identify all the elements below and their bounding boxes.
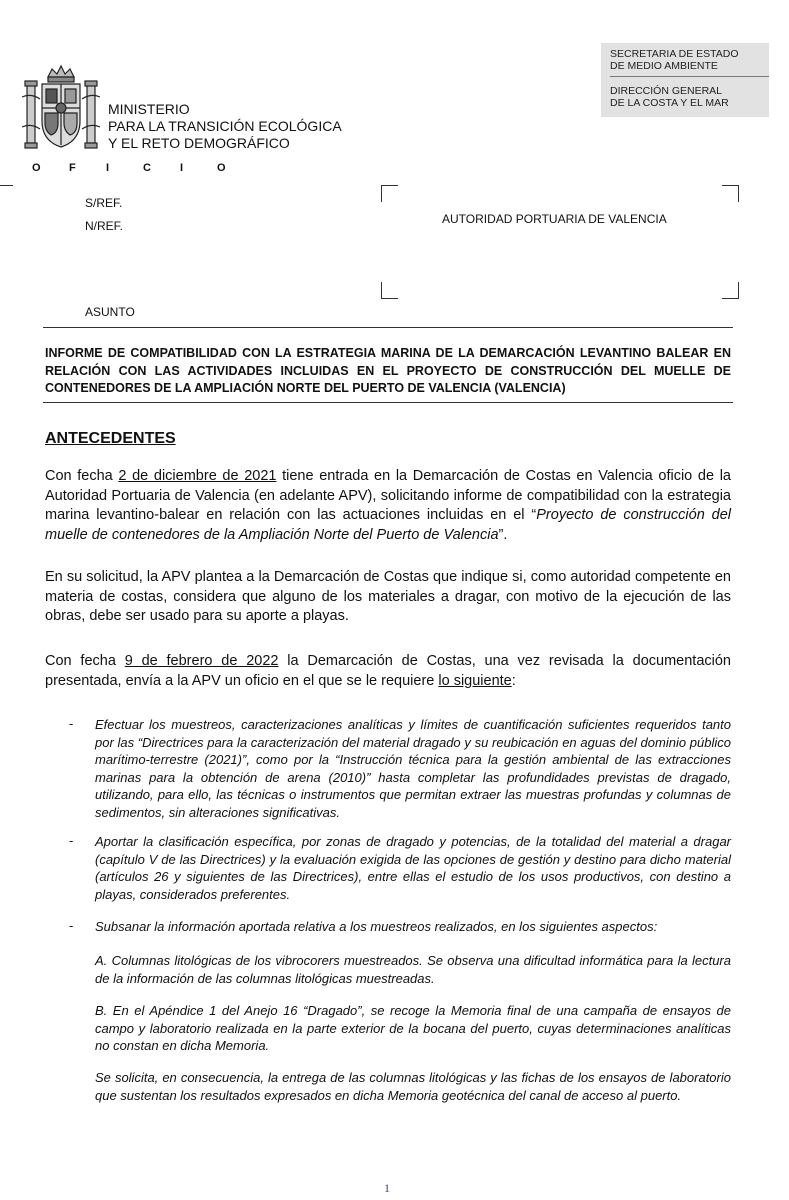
ministry-name: [108, 101, 342, 152]
ministry-line: PARA LA TRANSICIÓN ECOLÓGICA: [108, 118, 342, 134]
paragraph-1: [45, 467, 731, 545]
oficio-letter: C: [143, 162, 151, 174]
department-line: DE MEDIO AMBIENTE: [610, 60, 718, 72]
subject-label: ASUNTO: [85, 305, 135, 319]
bullet-dash: -: [69, 918, 74, 933]
oficio-letter: O: [217, 162, 226, 174]
subject-text: INFORME DE COMPATIBILIDAD CON LA ESTRATEGIA MARINA DE LA DEMARCACIÓN LEVANTINO BALEAR EN RELACIÓN CON LAS ACTIVIDADES INCLUIDAS EN EL PROYECTO DE CONSTRUCCIÓN DEL MUELLE DE CONTENEDORES DE LA AMPLIACIÓN NORTE DEL PUERTO DE VALENCIA (VALENCIA): [45, 346, 731, 395]
text-run: ”.: [498, 526, 508, 543]
page-number: 1: [384, 1181, 390, 1195]
department-line: DE LA COSTA Y EL MAR: [610, 97, 729, 109]
list-item: Subsanar la información aportada relativa a los muestreos realizados, en los siguientes aspectos:: [95, 919, 658, 934]
ministry-line: MINISTERIO: [108, 101, 190, 117]
address-corner: [381, 185, 398, 202]
bullet-dash: -: [69, 833, 74, 848]
box-divider: [610, 76, 769, 77]
bullet-dash: -: [69, 716, 74, 731]
sub-item: Se solicita, en consecuencia, la entrega de las columnas litológicas y las fichas de los ensayos de laboratorio que sustentan los resultados expresados en dicha Memoria geotécnica del canal de acceso al puerto.: [95, 1070, 731, 1103]
address-corner: [722, 185, 739, 202]
sub-item: A. Columnas litológicas de los vibrocorers muestreados. Se observa una dificultad informática para la lectura de la información de las columnas litológicas muestreadas.: [95, 953, 731, 986]
oficio-label: [32, 162, 254, 174]
paragraph-2: En su solicitud, la APV plantea a la Demarcación de Costas que indique si, como autoridad competente en materia de costas, considera que alguno de los materiales a dragar, con motivo de la ejecución de las obras, debe ser usado para su aporte a playas.: [45, 569, 731, 624]
text-run: Con fecha: [45, 468, 119, 484]
oficio-letter: F: [69, 162, 76, 174]
text-run: Con fecha: [45, 653, 125, 669]
margin-mark: [0, 185, 13, 186]
paragraph-3: [45, 652, 731, 691]
recipient-address: AUTORIDAD PORTUARIA DE VALENCIA: [442, 212, 667, 226]
address-corner: [722, 282, 739, 299]
text-run: :: [511, 672, 516, 689]
subject-top-rule: [43, 327, 733, 328]
sender-reference: S/REF.: [85, 196, 123, 210]
date-underlined: 9 de febrero de 2022: [124, 653, 279, 669]
text-run: la Demarcación de Costas, una vez revisada la documentación presentada, envía a la APV un oficio en el que se le requiere: [45, 653, 731, 689]
section-title: ANTECEDENTES: [45, 430, 176, 447]
department-box: [601, 43, 769, 117]
our-reference: N/REF.: [85, 219, 124, 233]
department-line: DIRECCIÓN GENERAL: [610, 85, 723, 97]
department-line: SECRETARIA DE ESTADO: [610, 48, 739, 60]
list-item: Aportar la clasificación específica, por zonas de dragado y potencias, de la totalidad del material a dragar (capítulo V de las Directrices) y la evaluación exigida de las opciones de gestión y destino para dicho material (artículos 26 y siguientes de las Directrices), entre ellas el estudio de los usos productivos, con destino a playas, considerados preferentes.: [95, 834, 731, 902]
oficio-letter: I: [180, 162, 184, 174]
sub-item: B. En el Apéndice 1 del Anejo 16 “Dragado”, se recoge la Memoria final de una campaña de ensayos de campo y laboratorio realizada en la parte exterior de la bocana del puerto, cuyas determinaciones analíticas no constan en dicha Memoria.: [95, 1003, 731, 1053]
text-run: tiene entrada en la Demarcación de Costas en Valencia oficio de la Autoridad Portuaria de Valencia (en adelante APV), solicitando informe de compatibilidad con la estrategia marina levantino-balear en relación con las actuaciones incluidas en el “: [45, 468, 731, 523]
address-corner: [381, 282, 398, 299]
date-underlined: 2 de diciembre de 2021: [118, 468, 277, 484]
coat-of-arms-logo: [22, 63, 100, 159]
oficio-letter: I: [106, 162, 110, 174]
list-item: Efectuar los muestreos, caracterizaciones analíticas y límites de cuantificación suficientes requeridos tanto por las “Directrices para la caracterización del material dragado y su reubicación en aguas del dominio público marítimo-terrestre (2021)”, como por la “Instrucción técnica para la gestión ambiental de las extracciones marinas para la obtención de arena (2010)” hasta completar las profundidades previstas de dragado, utilizando, para ello, las técnicas o instrumentos que permitan extraer las muestras profundas y columnas de sedimentos, sin alteraciones significativas.: [95, 717, 731, 820]
ministry-line: Y EL RETO DEMOGRÁFICO: [108, 135, 290, 151]
project-title: Proyecto de construcción del muelle de contenedores de la Ampliación Norte del Puerto de Valencia: [45, 507, 732, 543]
underlined-text: lo siguiente: [438, 672, 512, 689]
oficio-letter: O: [32, 162, 41, 174]
subject-bottom-rule: [43, 402, 733, 403]
